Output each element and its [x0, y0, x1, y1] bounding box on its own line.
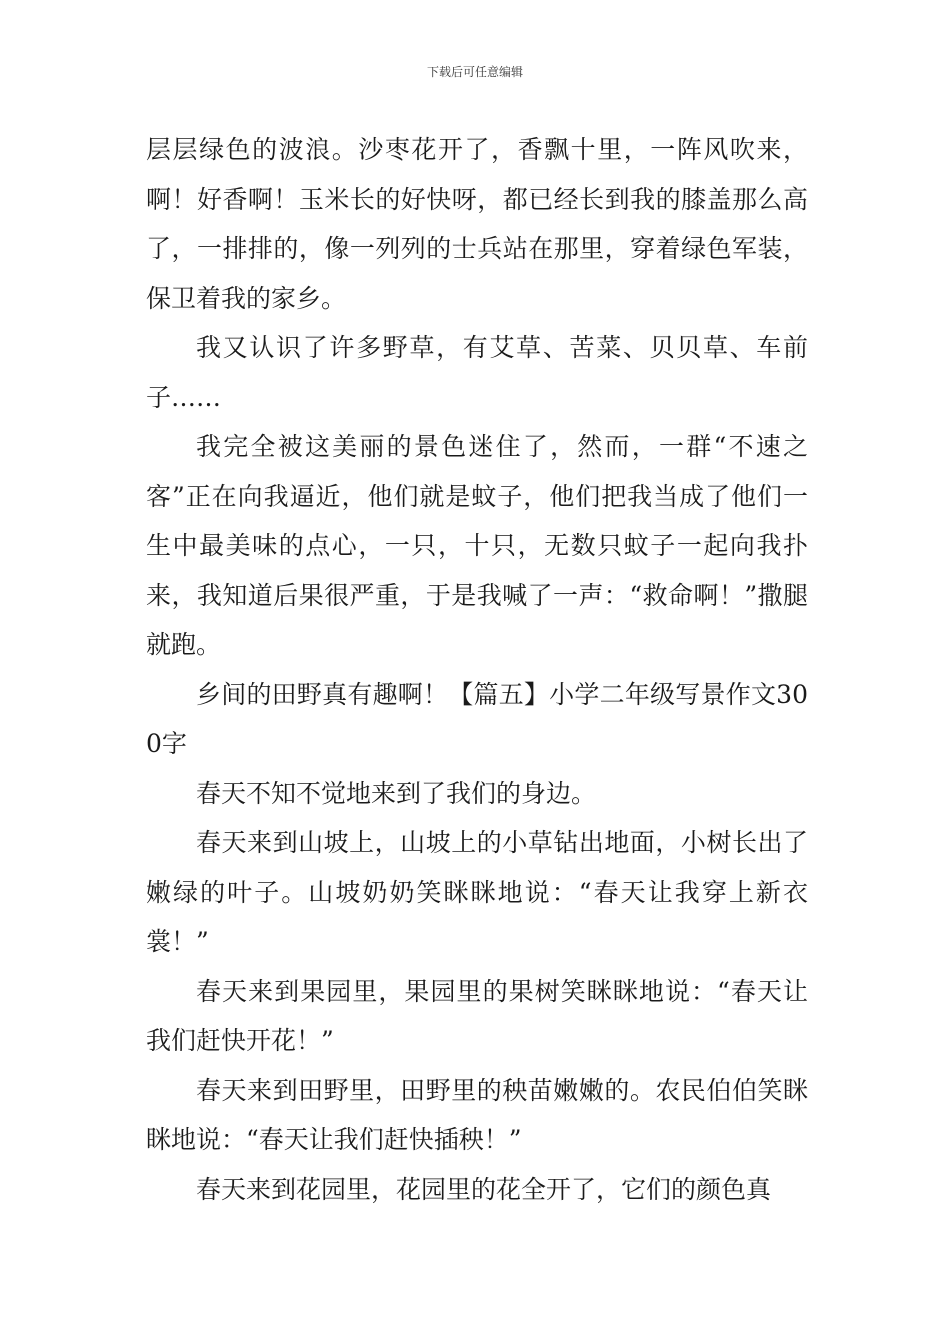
page-header-note: 下载后可任意编辑: [426, 65, 523, 79]
paragraph: 春天来到果园里，果园里的果树笑眯眯地说：“春天让我们赶快开花！”: [146, 976, 808, 1055]
paragraph: 我又认识了许多野草，有艾草、苦菜、贝贝草、车前子……: [146, 333, 808, 412]
paragraph: 春天来到花园里，花园里的花全开了，它们的颜色真: [196, 1174, 772, 1204]
paragraph: 春天不知不觉地来到了我们的身边。: [196, 778, 597, 808]
paragraph: 春天来到山坡上，山坡上的小草钻出地面，小树长出了嫩绿的叶子。山坡奶奶笑眯眯地说：“春天让我穿上新衣裳！”: [146, 828, 808, 956]
paragraph: 我完全被这美丽的景色迷住了，然而，一群“不速之客”正在向我逼近，他们就是蚊子，他们把我当成了他们一生中最美味的点心，一只，十只，无数只蚊子一起向我扑来，我知道后果很严重，于是我喊了一声：“救命啊！”撒腿就跑。: [146, 432, 808, 659]
paragraph: 春天来到田野里，田野里的秧苗嫩嫩的。农民伯伯笑眯眯地说：“春天让我们赶快插秧！”: [146, 1075, 808, 1154]
document-body: [146, 125, 808, 1214]
paragraph: 乡间的田野真有趣啊！【篇五】小学二年级写景作文300字: [146, 679, 808, 758]
paragraph: 层层绿色的波浪。沙枣花开了，香飘十里，一阵风吹来，啊！好香啊！玉米长的好快呀，都已经长到我的膝盖那么高了，一排排的，像一列列的士兵站在那里，穿着绿色军装，保卫着我的家乡。: [146, 135, 808, 313]
